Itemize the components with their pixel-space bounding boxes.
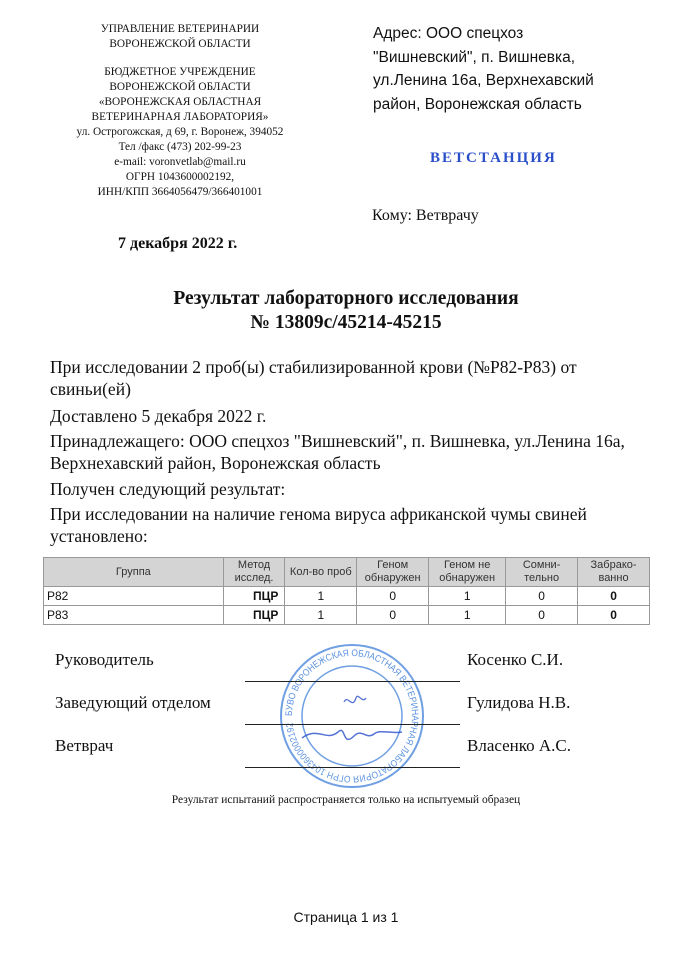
column-header: Геном не обнаружен	[429, 558, 506, 587]
signature-line	[245, 724, 460, 725]
column-header: Геном обнаружен	[357, 558, 429, 587]
org-line: ул. Острогожская, д 69, г. Воронеж, 394052	[76, 126, 284, 138]
title-line: Результат лабораторного исследования	[173, 288, 519, 309]
body-test-description: При исследовании на наличие генома вируса африканской чумы свиней установлено:	[50, 504, 587, 546]
addressee: Кому: Ветврачу	[372, 207, 479, 224]
column-header: Забрако-ванно	[578, 558, 650, 587]
org-line: ВЕТЕРИНАРНАЯ ЛАБОРАТОРИЯ»	[91, 111, 269, 123]
results-table	[43, 557, 650, 625]
body-result-intro: Получен следующий результат:	[50, 479, 286, 499]
signature-name: Косенко С.И.	[467, 650, 564, 669]
table-header-row	[44, 558, 650, 587]
column-header: Сомни-тельно	[506, 558, 578, 587]
signature-line	[245, 681, 460, 682]
table-row	[44, 606, 650, 625]
page-number: Страница 1 из 1	[293, 909, 399, 925]
column-header: Метод исслед.	[223, 558, 285, 587]
org-line: УПРАВЛЕНИЕ ВЕТЕРИНАРИИ	[100, 23, 260, 35]
stamp-ring-text: БУВО ВОРОНЕЖСКАЯ ОБЛАСТНАЯ ВЕТЕРИНАРНАЯ ЛАБОРАТОРИЯ ОГРН 1043600002192	[283, 647, 421, 785]
address-line: Адрес: ООО спецхоз	[373, 25, 524, 42]
organization-header	[70, 22, 290, 200]
table-cell: Р82	[44, 587, 224, 606]
table-cell: 0	[578, 587, 650, 606]
column-header: Кол-во проб	[285, 558, 357, 587]
table-cell: ПЦР	[223, 606, 285, 625]
table-cell: 1	[285, 587, 357, 606]
table-cell: 0	[578, 606, 650, 625]
table-cell: 0	[357, 587, 429, 606]
org-line: БЮДЖЕТНОЕ УЧРЕЖДЕНИЕ	[104, 66, 256, 78]
table-cell: 0	[506, 606, 578, 625]
body-delivered: Доставлено 5 декабря 2022 г.	[50, 406, 267, 426]
org-line: ВОРОНЕЖСКОЙ ОБЛАСТИ	[109, 38, 251, 50]
station-stamp-text: ВЕТСТАНЦИЯ	[430, 150, 557, 166]
signature-role: Руководитель	[55, 650, 154, 669]
table-cell: 1	[285, 606, 357, 625]
footer-note: Результат испытаний распространяется только на испытуемый образец	[171, 794, 521, 806]
signature-line	[245, 767, 460, 768]
body-owner: Принадлежащего: ООО спецхоз "Вишневский", п. Вишневка, ул.Ленина 16а, Верхнехавский район, Воронежская область	[50, 431, 625, 473]
table-cell: ПЦР	[223, 587, 285, 606]
document-date: 7 декабря 2022 г.	[118, 235, 238, 252]
table-cell: 0	[506, 587, 578, 606]
signature-mark	[344, 696, 366, 702]
result-number: № 13809с/45214-45215	[250, 312, 442, 333]
table-cell: 1	[429, 606, 506, 625]
org-line: ОГРН 1043600002192,	[125, 171, 235, 183]
table-cell: 0	[357, 606, 429, 625]
table-cell: Р83	[44, 606, 224, 625]
org-line: Тел /факс (473) 202-99-23	[118, 141, 242, 153]
signature-name: Власенко А.С.	[467, 736, 572, 755]
org-line: ИНН/КПП 3664056479/366401001	[97, 186, 263, 198]
body-sample-info: При исследовании 2 проб(ы) стабилизированной крови (№Р82-Р83) от свиньи(ей)	[50, 357, 577, 399]
signature-role: Ветврач	[55, 736, 114, 755]
column-header: Группа	[44, 558, 224, 587]
table-cell: 1	[429, 587, 506, 606]
signature-name: Гулидова Н.В.	[467, 693, 571, 712]
org-line: ВОРОНЕЖСКОЙ ОБЛАСТИ	[109, 81, 251, 93]
document-title	[0, 287, 692, 335]
spacer	[70, 52, 290, 65]
table-row	[44, 587, 650, 606]
org-line: e-mail: voronvetlab@mail.ru	[114, 156, 246, 168]
address-line: район, Воронежская область	[373, 95, 582, 113]
recipient-address	[373, 22, 594, 116]
address-line: ул.Ленина 16а, Верхнехавский	[373, 72, 594, 89]
org-line: «ВОРОНЕЖСКАЯ ОБЛАСТНАЯ	[98, 96, 262, 108]
signature-mark	[302, 730, 402, 739]
address-line: "Вишневский", п. Вишневка,	[373, 48, 576, 66]
signature-role: Заведующий отделом	[55, 693, 211, 712]
svg-text:БУВО ВОРОНЕЖСКАЯ ОБЛАСТНАЯ ВЕТ	[284, 648, 420, 784]
